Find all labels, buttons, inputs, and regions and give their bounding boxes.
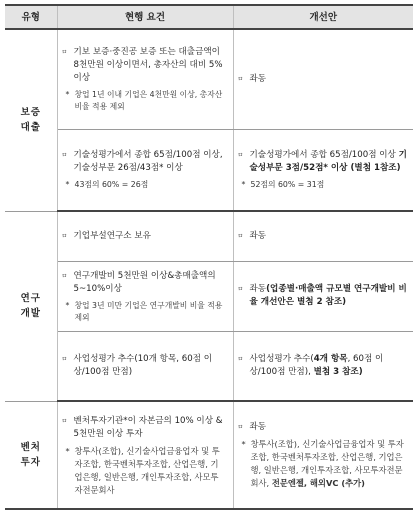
category-rnd: 연구 개발 (5, 211, 57, 401)
improved-cell: ㅁ 좌동 (233, 29, 413, 129)
header-row (5, 5, 413, 29)
current-cell: ㅁ 기보 보증·중진공 보증 또는 대출금액이 8천만원 이상이면서, 총자산의 대비 5% 이상 * 창업 1년 이내 기업은 4천만원 이상, 총자산 비율 적용 제외 (57, 29, 233, 129)
star-mark: * (65, 300, 70, 310)
bullet-icon: ㅁ (237, 232, 244, 240)
current-cell: ㅁ 벤처투자기관*이 자본금의 10% 이상 & 5천만원 이상 투자 * 창투사(조합), 신기술사업금융업자 및 투자조합, 한국벤처투자조합, 산업은행, 기업은행, 일반은행, 개인투자조합, 사모투자전문회사 (57, 401, 233, 509)
star-mark: * (65, 90, 70, 100)
improved-cell: ㅁ 좌동(업종별·매출액 규모별 연구개발비 비율 개선안은 별첨 2 참조) (233, 261, 413, 331)
bullet-icon: ㅁ (61, 272, 68, 280)
table-row (5, 129, 413, 211)
bullet-icon: ㅁ (61, 355, 68, 363)
current-cell: ㅁ 기업부설연구소 보유 (57, 211, 233, 261)
current-cell: ㅁ 기술성평가에서 종합 65점/100점 이상, 기술성부문 26점/43점* 이상 * 43점의 60% = 26점 (57, 129, 233, 211)
improved-cell: ㅁ 좌동 (233, 211, 413, 261)
bullet-icon: ㅁ (61, 49, 68, 57)
current-cell: ㅁ 사업성평가 추수(10개 항목, 60점 이상/100점 만점) (57, 331, 233, 401)
bullet-icon: ㅁ (61, 152, 68, 160)
table-row (5, 211, 413, 261)
bullet-icon: ㅁ (237, 286, 244, 293)
star-mark: * (241, 439, 246, 449)
header-type: 유형 (5, 5, 57, 29)
bullet-icon: ㅁ (61, 232, 68, 240)
current-cell: ㅁ 연구개발비 5천만원 이상&총매출액의 5~10%이상 * 창업 3년 미만 기업은 연구개발비 비율 적용 제외 (57, 261, 233, 331)
star-mark: * (65, 180, 70, 190)
star-mark: * (65, 445, 70, 456)
table-row (5, 331, 413, 401)
bullet-icon: ㅁ (237, 152, 244, 160)
requirements-table (5, 4, 413, 510)
bullet-icon: ㅁ (237, 75, 244, 83)
star-mark: * (241, 180, 246, 190)
table-row (5, 261, 413, 331)
category-venture: 벤처 투자 (5, 401, 57, 509)
header-improved: 개선안 (233, 5, 413, 29)
header-current: 현행 요건 (57, 5, 233, 29)
improved-cell: ㅁ 기술성평가에서 종합 65점/100점 이상 기술성부문 3점/52점* 이상 (별첨 1참조) * 52점의 60% = 31점 (233, 129, 413, 211)
table-row (5, 29, 413, 129)
improved-cell: ㅁ 좌동 * 창투사(조합), 신기술사업금융업자 및 투자조합, 한국벤처투자조합, 산업은행, 기업은행, 일반은행, 개인투자조합, 사모투자전문회사, 전문엔젤, 해외VC (추가) (233, 401, 413, 509)
improved-cell: ㅁ 사업성평가 추수(4개 항목, 60점 이상/100점 만점), 별첨 3 참조) (233, 331, 413, 401)
table-row (5, 401, 413, 509)
bullet-icon: ㅁ (237, 355, 244, 363)
bullet-icon: ㅁ (61, 417, 68, 425)
category-loan: 보증 대출 (5, 29, 57, 211)
bullet-icon: ㅁ (237, 424, 244, 431)
